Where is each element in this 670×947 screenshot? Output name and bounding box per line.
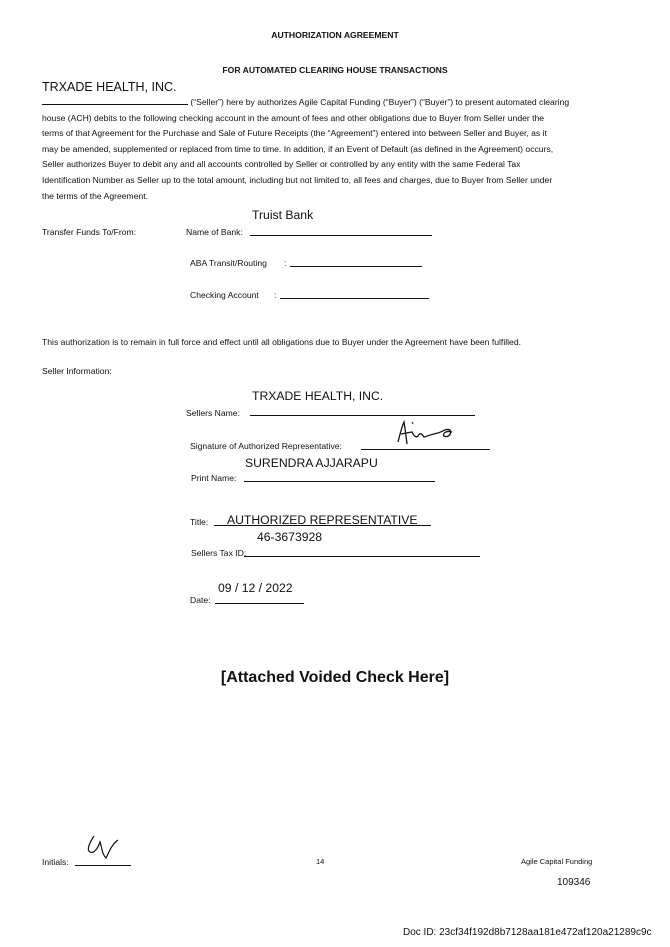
bank-name-value: Truist Bank [252, 208, 314, 222]
signature-line[interactable] [361, 449, 490, 450]
routing-colon: : [284, 258, 287, 268]
seller-name-fill: TRXADE HEALTH, INC. [42, 80, 177, 94]
transfer-funds-label: Transfer Funds To/From: [42, 227, 137, 237]
sellers-name-label: Sellers Name: [186, 408, 240, 418]
paragraph-line-1: (“Seller”) here by authorizes Agile Capital Funding (“Buyer”) (“Buyer”) to present automated clearing [42, 95, 627, 111]
paragraph-line-4: may be amended, supplemented or replaced from time to time. In addition, if an Event of Default (as defined in the Agreement) occurs, [42, 143, 554, 154]
title-label: Title: [190, 517, 209, 527]
checking-account-label: Checking Account [190, 290, 259, 300]
doc-id: Doc ID: 23cf34f192d8b7128aa181e472af120a21289c9c [403, 927, 652, 938]
title-line[interactable] [214, 525, 431, 526]
signature-label: Signature of Authorized Representative: [190, 441, 342, 451]
sellers-name-value: TRXADE HEALTH, INC. [252, 389, 384, 403]
seller-blank-line [42, 95, 188, 105]
tax-id-label: Sellers Tax ID: [191, 548, 247, 558]
paragraph-line-5: Seller authorizes Buyer to debit any and all accounts controlled by Seller or controlled by any entity with the same Federal Tax [42, 159, 521, 170]
authorization-statement: This authorization is to remain in full force and effect until all obligations due to Buyer under the Agreement have been fulfilled. [42, 337, 521, 347]
date-label: Date: [190, 595, 211, 605]
routing-label: ABA Transit/Routing [190, 258, 267, 268]
seller-information-heading: Seller Information: [42, 366, 112, 376]
paragraph-line-7: the terms of the Agreement. [42, 190, 149, 201]
voided-check-placeholder: [Attached Voided Check Here] [220, 669, 450, 686]
date-line[interactable] [215, 603, 304, 604]
paragraph-line-2: house (ACH) debits to the following checking account in the amount of fees and other obligations due to Buyer from Seller under the [42, 112, 545, 123]
tax-id-line[interactable] [244, 556, 480, 557]
paragraph-line-6: Identification Number as Seller up to the total amount, including but not limited to, all fees and charges, due to Buyer from Seller under [42, 174, 553, 185]
initials-label: Initials: [42, 857, 69, 867]
document-subtitle: FOR AUTOMATED CLEARING HOUSE TRANSACTIONS [222, 65, 448, 75]
tax-id-value: 46-3673928 [257, 530, 323, 544]
authorization-paragraph [42, 95, 627, 204]
print-name-value: SURENDRA AJJARAPU [245, 456, 378, 470]
date-value: 09 / 12 / 2022 [218, 581, 293, 595]
reference-number: 109346 [557, 877, 591, 888]
bank-name-label: Name of Bank: [186, 227, 243, 237]
document-title: AUTHORIZATION AGREEMENT [271, 30, 399, 40]
checking-account-line[interactable] [280, 298, 429, 299]
page-number: 14 [316, 857, 325, 866]
bank-name-line[interactable] [250, 235, 432, 236]
title-value: AUTHORIZED REPRESENTATIVE [227, 513, 418, 527]
print-name-label: Print Name: [191, 473, 237, 483]
paragraph-line-3: terms of that Agreement for the Purchase and Sale of Future Receipts (the “Agreement”) entered into between Seller and Buyer, as it [42, 128, 547, 139]
signature-image [392, 418, 462, 448]
print-name-line[interactable] [244, 481, 435, 482]
initials-line[interactable] [75, 865, 131, 866]
footer-company: Agile Capital Funding [521, 857, 593, 866]
checking-colon: : [274, 290, 277, 300]
sellers-name-line[interactable] [250, 415, 475, 416]
initials-signature-image [82, 832, 122, 862]
routing-line[interactable] [290, 266, 422, 267]
